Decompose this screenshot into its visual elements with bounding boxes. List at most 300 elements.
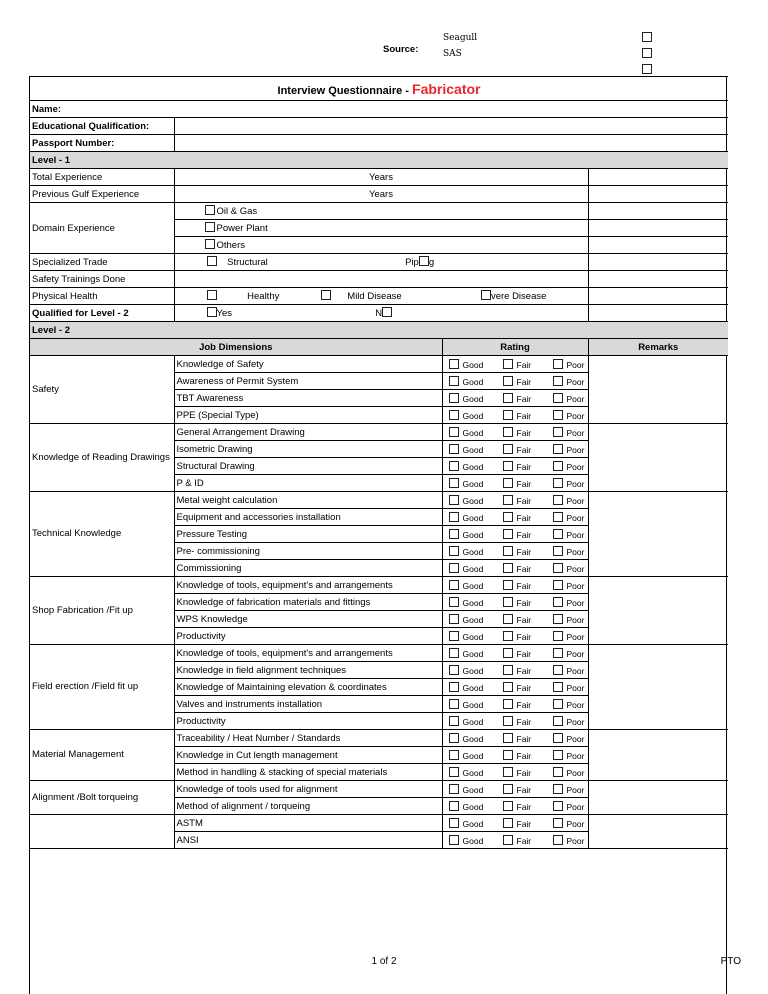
rating-label: Good [462, 563, 484, 574]
rating-checkbox[interactable] [503, 665, 513, 675]
rating-option[interactable] [553, 801, 589, 812]
rating-checkbox[interactable] [553, 631, 563, 641]
rating-label: Good [462, 444, 484, 455]
rating-label: Fair [516, 614, 532, 625]
rating-option[interactable] [449, 461, 497, 472]
rating-checkbox[interactable] [449, 478, 459, 488]
domain-power-plant-checkbox[interactable] [205, 222, 215, 232]
rating-option[interactable] [503, 733, 547, 744]
rating-checkbox[interactable] [449, 733, 459, 743]
health-healthy-checkbox[interactable] [207, 290, 217, 300]
rating-option[interactable] [503, 784, 547, 795]
rating-checkbox[interactable] [503, 410, 513, 420]
rating-checkbox[interactable] [503, 614, 513, 624]
dimension-item: TBT Awareness [174, 390, 442, 407]
passport-field[interactable] [174, 135, 728, 152]
dimension-group: Technical Knowledge [30, 492, 174, 577]
rating-checkbox[interactable] [503, 512, 513, 522]
rating-option[interactable] [553, 563, 589, 574]
rating-option[interactable] [449, 614, 497, 625]
dimension-item: Method in handling & stacking of special materials [174, 764, 442, 781]
rating-option[interactable] [449, 818, 497, 829]
rating-checkbox[interactable] [503, 631, 513, 641]
source-label: Source: [383, 44, 419, 55]
health-healthy-label: Healthy [247, 291, 280, 302]
rating-checkbox[interactable] [449, 563, 459, 573]
rating-option[interactable] [449, 801, 497, 812]
rating-checkbox[interactable] [449, 665, 459, 675]
rating-label: Good [462, 818, 484, 829]
rating-checkbox[interactable] [449, 546, 459, 556]
rating-option[interactable] [553, 631, 589, 642]
physical-health-remarks[interactable] [588, 288, 728, 305]
rating-checkbox[interactable] [553, 529, 563, 539]
rating-options [442, 356, 588, 373]
dimension-group: Knowledge of Reading Drawings [30, 424, 174, 492]
source-checkboxes [642, 32, 652, 80]
rating-option[interactable] [449, 597, 497, 608]
rating-checkbox[interactable] [503, 818, 513, 828]
rating-checkbox[interactable] [553, 495, 563, 505]
rating-option[interactable] [503, 444, 547, 455]
rating-label: Good [462, 835, 484, 846]
rating-label: Poor [566, 495, 585, 506]
dimension-item: Isometric Drawing [174, 441, 442, 458]
health-severe-checkbox[interactable] [481, 290, 491, 300]
domain-option-oil-gas[interactable] [174, 203, 588, 220]
rating-checkbox[interactable] [553, 665, 563, 675]
rating-option[interactable] [553, 818, 589, 829]
rating-checkbox[interactable] [503, 461, 513, 471]
questionnaire-table [30, 76, 728, 849]
rating-option[interactable] [449, 750, 497, 761]
rating-checkbox[interactable] [503, 784, 513, 794]
rating-option[interactable] [503, 699, 547, 710]
table-row [30, 815, 728, 832]
rating-option[interactable] [449, 665, 497, 676]
rating-option[interactable] [503, 393, 547, 404]
dimension-item: Knowledge of tools, equipment's and arrangements [174, 577, 442, 594]
rating-option[interactable] [503, 716, 547, 727]
domain-oil-gas-checkbox[interactable] [205, 205, 215, 215]
rating-option[interactable] [553, 580, 589, 591]
page-number: 1 of 2 [371, 956, 397, 967]
rating-checkbox[interactable] [503, 478, 513, 488]
rating-label: Good [462, 597, 484, 608]
domain-others-label: Others [216, 240, 246, 251]
rating-option[interactable] [503, 410, 547, 421]
rating-checkbox[interactable] [449, 580, 459, 590]
rating-checkbox[interactable] [553, 512, 563, 522]
rating-option[interactable] [503, 495, 547, 506]
rating-option[interactable] [553, 427, 589, 438]
rating-checkbox[interactable] [449, 784, 459, 794]
dimension-group: Field erection /Field fit up [30, 645, 174, 730]
rating-option[interactable] [449, 784, 497, 795]
dimension-item: Knowledge in field alignment techniques [174, 662, 442, 679]
dimension-group: Shop Fabrication /Fit up [30, 577, 174, 645]
form-title-role: Fabricator [412, 80, 481, 97]
rating-options [442, 696, 588, 713]
rating-checkbox[interactable] [553, 461, 563, 471]
rating-checkbox[interactable] [553, 478, 563, 488]
trade-piping-checkbox[interactable] [419, 256, 429, 266]
rating-checkbox[interactable] [449, 529, 459, 539]
rating-checkbox[interactable] [449, 410, 459, 420]
rating-option[interactable] [449, 427, 497, 438]
rating-checkbox[interactable] [553, 597, 563, 607]
rating-checkbox[interactable] [449, 767, 459, 777]
gulf-experience-remarks[interactable] [588, 186, 728, 203]
rating-checkbox[interactable] [553, 801, 563, 811]
rating-option[interactable] [553, 546, 589, 557]
rating-checkbox[interactable] [553, 682, 563, 692]
source-options [443, 30, 477, 62]
rating-option[interactable] [449, 495, 497, 506]
rating-checkbox[interactable] [449, 427, 459, 437]
rating-checkbox[interactable] [503, 427, 513, 437]
rating-option[interactable] [553, 359, 589, 370]
rating-option[interactable] [503, 648, 547, 659]
remarks-cell[interactable] [588, 781, 728, 815]
level1-heading: Level - 1 [30, 152, 728, 169]
qualified-no-label: N [375, 308, 383, 319]
rating-options [442, 832, 588, 849]
rating-checkbox[interactable] [553, 699, 563, 709]
rating-checkbox[interactable] [553, 614, 563, 624]
rating-checkbox[interactable] [449, 461, 459, 471]
rating-checkbox[interactable] [503, 682, 513, 692]
rating-option[interactable] [553, 784, 589, 795]
total-experience-field[interactable] [174, 169, 588, 186]
total-experience-remarks[interactable] [588, 169, 728, 186]
rating-label: Good [462, 376, 484, 387]
rating-option[interactable] [553, 716, 589, 727]
rating-option[interactable] [553, 478, 589, 489]
rating-label: Poor [566, 478, 585, 489]
trade-structural-checkbox[interactable] [207, 256, 217, 266]
rating-options [442, 594, 588, 611]
remarks-cell[interactable] [588, 577, 728, 645]
rating-option[interactable] [449, 563, 497, 574]
form-title-prefix: Interview Questionnaire - [277, 84, 413, 97]
rating-options [442, 679, 588, 696]
safety-trainings-field[interactable] [174, 271, 588, 288]
rating-checkbox[interactable] [553, 376, 563, 386]
rating-option[interactable] [449, 699, 497, 710]
rating-checkbox[interactable] [553, 835, 563, 845]
rating-option[interactable] [449, 631, 497, 642]
rating-checkbox[interactable] [449, 359, 459, 369]
rating-label: Poor [566, 427, 585, 438]
dimension-item: Method of alignment / torqueing [174, 798, 442, 815]
rating-option[interactable] [503, 580, 547, 591]
remarks-cell[interactable] [588, 815, 728, 849]
rating-checkbox[interactable] [449, 444, 459, 454]
education-field[interactable] [174, 118, 728, 135]
rating-checkbox[interactable] [449, 648, 459, 658]
rating-option[interactable] [449, 444, 497, 455]
rating-checkbox[interactable] [503, 563, 513, 573]
rating-checkbox[interactable] [553, 563, 563, 573]
rating-checkbox[interactable] [553, 444, 563, 454]
rating-checkbox[interactable] [553, 393, 563, 403]
rating-checkbox[interactable] [553, 546, 563, 556]
rating-label: Poor [566, 767, 585, 778]
rating-label: Good [462, 801, 484, 812]
domain-experience-label: Domain Experience [30, 203, 174, 254]
rating-label: Good [462, 784, 484, 795]
passport-label: Passport Number: [30, 135, 174, 152]
health-mild-checkbox[interactable] [321, 290, 331, 300]
rating-options [442, 492, 588, 509]
qualified-level2-label: Qualified for Level - 2 [30, 305, 174, 322]
rating-option[interactable] [553, 410, 589, 421]
rating-checkbox[interactable] [503, 597, 513, 607]
table-row [30, 577, 728, 594]
rating-checkbox[interactable] [503, 750, 513, 760]
physical-health-label: Physical Health [30, 288, 174, 305]
rating-option[interactable] [503, 478, 547, 489]
rating-option[interactable] [553, 444, 589, 455]
rating-label: Good [462, 393, 484, 404]
rating-checkbox[interactable] [503, 767, 513, 777]
rating-checkbox[interactable] [503, 529, 513, 539]
rating-checkbox[interactable] [503, 444, 513, 454]
dimension-item: Knowledge of tools, equipment's and arrangements [174, 645, 442, 662]
rating-checkbox[interactable] [503, 835, 513, 845]
table-row [30, 492, 728, 509]
dimension-item: P & ID [174, 475, 442, 492]
rating-label: Fair [516, 682, 532, 693]
domain-power-plant-label: Power Plant [216, 223, 268, 234]
questionnaire-form [29, 76, 727, 994]
domain-option-others[interactable] [174, 237, 588, 254]
rating-options [442, 543, 588, 560]
dimension-item: Knowledge in Cut length management [174, 747, 442, 764]
rating-checkbox[interactable] [503, 699, 513, 709]
rating-checkbox[interactable] [449, 716, 459, 726]
rating-option[interactable] [553, 835, 589, 846]
table-row [30, 781, 728, 798]
rating-option[interactable] [503, 818, 547, 829]
rating-checkbox[interactable] [449, 750, 459, 760]
source-checkbox-seagull[interactable] [642, 32, 652, 42]
rating-option[interactable] [553, 665, 589, 676]
rating-label: Good [462, 750, 484, 761]
rating-checkbox[interactable] [553, 784, 563, 794]
rating-option[interactable] [553, 767, 589, 778]
rating-checkbox[interactable] [503, 801, 513, 811]
rating-checkbox[interactable] [553, 410, 563, 420]
domain-remarks-3[interactable] [588, 237, 728, 254]
rating-option[interactable] [449, 580, 497, 591]
dimension-item: Structural Drawing [174, 458, 442, 475]
rating-checkbox[interactable] [503, 733, 513, 743]
rating-checkbox[interactable] [553, 580, 563, 590]
gulf-experience-field[interactable] [174, 186, 588, 203]
rating-option[interactable] [553, 699, 589, 710]
rating-label: Poor [566, 835, 585, 846]
rating-checkbox[interactable] [449, 818, 459, 828]
rating-checkbox[interactable] [449, 835, 459, 845]
rating-option[interactable] [449, 393, 497, 404]
domain-remarks-2[interactable] [588, 220, 728, 237]
rating-checkbox[interactable] [553, 648, 563, 658]
rating-option[interactable] [449, 682, 497, 693]
rating-checkbox[interactable] [449, 393, 459, 403]
rating-options [442, 611, 588, 628]
rating-label: Poor [566, 733, 585, 744]
remarks-cell[interactable] [588, 645, 728, 730]
rating-option[interactable] [503, 546, 547, 557]
rating-option[interactable] [553, 512, 589, 523]
rating-option[interactable] [449, 512, 497, 523]
rating-option[interactable] [449, 716, 497, 727]
rating-option[interactable] [553, 529, 589, 540]
rating-label: Poor [566, 546, 585, 557]
rating-checkbox[interactable] [503, 393, 513, 403]
rating-checkbox[interactable] [553, 733, 563, 743]
rating-checkbox[interactable] [553, 427, 563, 437]
remarks-cell[interactable] [588, 356, 728, 424]
rating-option[interactable] [503, 529, 547, 540]
rating-checkbox[interactable] [449, 597, 459, 607]
dimension-item: Pressure Testing [174, 526, 442, 543]
remarks-cell[interactable] [588, 730, 728, 781]
rating-label: Poor [566, 580, 585, 591]
rating-option[interactable] [503, 835, 547, 846]
rating-option[interactable] [553, 495, 589, 506]
trade-structural-label: Structural [227, 257, 268, 268]
rating-option[interactable] [503, 614, 547, 625]
domain-remarks-1[interactable] [588, 203, 728, 220]
rating-option[interactable] [449, 648, 497, 659]
qualified-no-checkbox[interactable] [382, 307, 392, 317]
rating-checkbox[interactable] [449, 699, 459, 709]
rating-option[interactable] [503, 682, 547, 693]
rating-checkbox[interactable] [503, 546, 513, 556]
rating-options [442, 424, 588, 441]
rating-checkbox[interactable] [503, 648, 513, 658]
remarks-cell[interactable] [588, 492, 728, 577]
rating-option[interactable] [449, 546, 497, 557]
source-checkbox-other[interactable] [642, 64, 652, 74]
rating-options [442, 730, 588, 747]
rating-checkbox[interactable] [553, 818, 563, 828]
rating-option[interactable] [503, 376, 547, 387]
safety-trainings-remarks[interactable] [588, 271, 728, 288]
rating-option[interactable] [553, 597, 589, 608]
rating-option[interactable] [553, 461, 589, 472]
rating-checkbox[interactable] [503, 359, 513, 369]
rating-option[interactable] [503, 512, 547, 523]
rating-checkbox[interactable] [503, 580, 513, 590]
rating-option[interactable] [449, 410, 497, 421]
rating-checkbox[interactable] [553, 359, 563, 369]
qualified-yes-checkbox[interactable] [207, 307, 217, 317]
specialized-trade-remarks[interactable] [588, 254, 728, 271]
rating-label: Good [462, 461, 484, 472]
rating-checkbox[interactable] [449, 801, 459, 811]
rating-option[interactable] [449, 733, 497, 744]
dimension-group: Safety [30, 356, 174, 424]
rating-option[interactable] [449, 376, 497, 387]
dimension-item: Awareness of Permit System [174, 373, 442, 390]
rating-options [442, 509, 588, 526]
rating-option[interactable] [503, 665, 547, 676]
rating-option[interactable] [449, 478, 497, 489]
rating-label: Poor [566, 699, 585, 710]
rating-option[interactable] [553, 393, 589, 404]
rating-checkbox[interactable] [449, 512, 459, 522]
rating-checkbox[interactable] [449, 631, 459, 641]
rating-option[interactable] [553, 376, 589, 387]
rating-label: Fair [516, 784, 532, 795]
rating-option[interactable] [449, 529, 497, 540]
rating-checkbox[interactable] [449, 376, 459, 386]
table-row [30, 424, 728, 441]
domain-option-power-plant[interactable] [174, 220, 588, 237]
rating-checkbox[interactable] [449, 682, 459, 692]
rating-option[interactable] [503, 461, 547, 472]
rating-option[interactable] [503, 359, 547, 370]
rating-option[interactable] [503, 563, 547, 574]
rating-checkbox[interactable] [449, 495, 459, 505]
rating-option[interactable] [503, 767, 547, 778]
rating-checkbox[interactable] [553, 716, 563, 726]
rating-option[interactable] [449, 767, 497, 778]
rating-option[interactable] [449, 835, 497, 846]
table-row [30, 730, 728, 747]
column-header-job-dimensions: Job Dimensions [30, 339, 442, 356]
rating-option[interactable] [503, 597, 547, 608]
qualified-level2-remarks[interactable] [588, 305, 728, 322]
rating-label: Good [462, 359, 484, 370]
rating-option[interactable] [553, 614, 589, 625]
rating-checkbox[interactable] [503, 376, 513, 386]
rating-option[interactable] [553, 682, 589, 693]
rating-checkbox[interactable] [449, 614, 459, 624]
rating-option[interactable] [553, 648, 589, 659]
dimension-item: Equipment and accessories installation [174, 509, 442, 526]
rating-checkbox[interactable] [553, 750, 563, 760]
rating-label: Good [462, 631, 484, 642]
remarks-cell[interactable] [588, 424, 728, 492]
rating-checkbox[interactable] [553, 767, 563, 777]
rating-option[interactable] [503, 801, 547, 812]
rating-option[interactable] [553, 733, 589, 744]
column-header-rating: Rating [442, 339, 588, 356]
rating-checkbox[interactable] [503, 716, 513, 726]
rating-options [442, 747, 588, 764]
rating-option[interactable] [503, 427, 547, 438]
rating-option[interactable] [553, 750, 589, 761]
domain-others-checkbox[interactable] [205, 239, 215, 249]
total-experience-label: Total Experience [30, 169, 174, 186]
rating-label: Poor [566, 529, 585, 540]
health-mild-label: Mild Disease [347, 291, 402, 302]
rating-checkbox[interactable] [503, 495, 513, 505]
rating-option[interactable] [449, 359, 497, 370]
source-checkbox-sas[interactable] [642, 48, 652, 58]
rating-option[interactable] [503, 631, 547, 642]
rating-option[interactable] [503, 750, 547, 761]
dimension-group: Material Management [30, 730, 174, 781]
rating-options [442, 475, 588, 492]
rating-label: Fair [516, 512, 532, 523]
rating-label: Good [462, 733, 484, 744]
